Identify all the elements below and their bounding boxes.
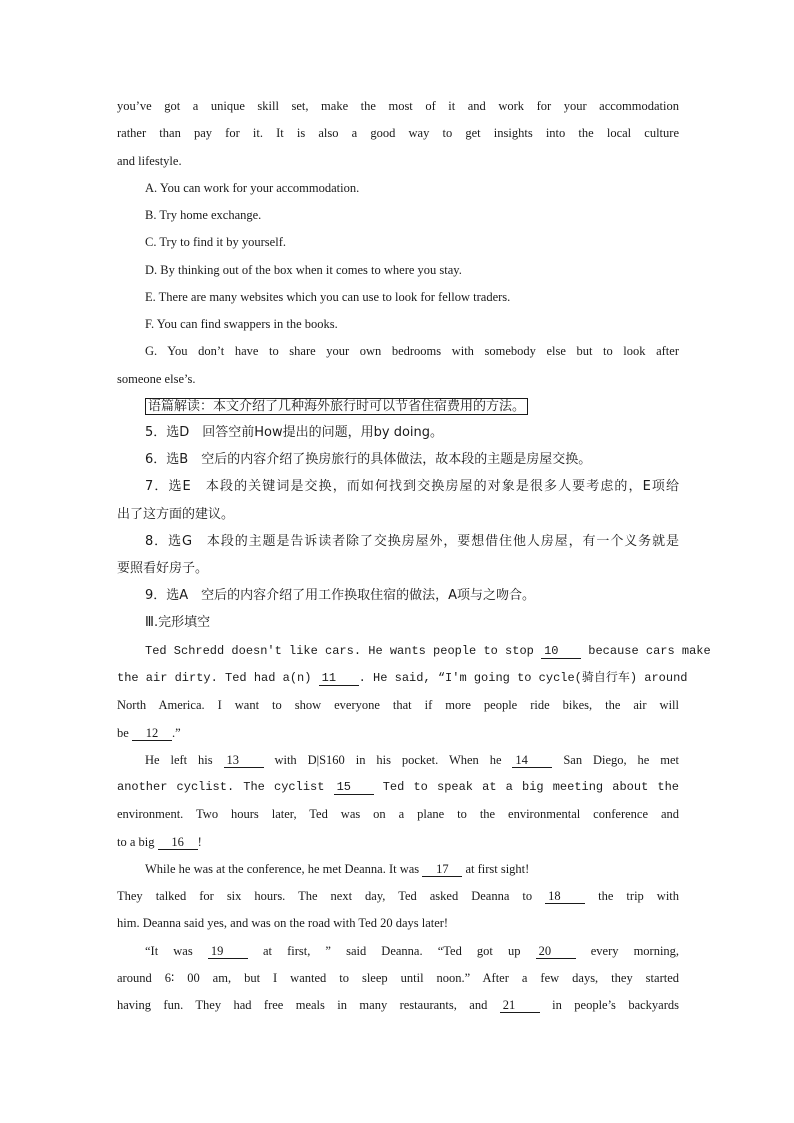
cloze-text: the trip with bbox=[598, 889, 680, 903]
cloze-line: him. Deanna said yes, and was on the road with Ted 20 days later! bbox=[117, 916, 449, 930]
cloze-text: another cyclist. The cyclist bbox=[117, 780, 325, 794]
cloze-text: ! bbox=[197, 835, 202, 849]
answer-7: 7．选E 本段的关键词是交换，而如何找到交换房屋的对象是很多人要考虑的，E项给 bbox=[145, 479, 679, 494]
cloze-text: He left his bbox=[145, 753, 213, 767]
cloze-text: “It was bbox=[145, 944, 193, 958]
option-a: A. You can work for your accommodation. bbox=[145, 181, 360, 195]
cloze-text: to a big bbox=[117, 835, 155, 849]
cloze-text: at first, ” said Deanna. “Ted got up bbox=[262, 944, 521, 958]
option-g: G. You don’t have to share your own bedrooms with somebody else but to look after bbox=[145, 344, 679, 358]
answer-7-continued: 出了这方面的建议。 bbox=[117, 507, 235, 522]
cloze-text: at first sight! bbox=[465, 862, 530, 876]
cloze-text: in people’s backyards bbox=[552, 998, 679, 1012]
answer-9: 9．选A 空后的内容介绍了用工作换取住宿的做法，A项与之吻合。 bbox=[145, 588, 536, 603]
cloze-text: having fun. They had free meals in many restaurants, and bbox=[117, 998, 488, 1012]
cloze-line bbox=[117, 725, 679, 741]
answer-8: 8．选G 本段的主题是告诉读者除了交换房屋外，要想借住他人房屋，有一个义务就是 bbox=[145, 534, 679, 549]
blank-12: 12 bbox=[132, 727, 172, 741]
cloze-line bbox=[117, 834, 679, 850]
answer-8-continued: 要照看好房子。 bbox=[117, 561, 209, 576]
blank-10: 10 bbox=[541, 645, 581, 659]
cloze-line bbox=[145, 943, 679, 959]
section-title: Ⅲ.完形填空 bbox=[145, 615, 211, 630]
cloze-text: San Diego, he met bbox=[563, 753, 680, 767]
cloze-text: They talked for six hours. The next day, Ted asked Deanna to bbox=[117, 889, 533, 903]
option-g-continued: someone else’s. bbox=[117, 372, 196, 386]
blank-13: 13 bbox=[224, 754, 264, 768]
cloze-line: North America. I want to show everyone that if more people ride bikes, the air will bbox=[117, 698, 679, 712]
analysis-box: 语篇解读：本文介绍了几种海外旅行时可以节省住宿费用的方法。 bbox=[145, 398, 528, 415]
option-f: F. You can find swappers in the books. bbox=[145, 317, 338, 331]
cloze-text: the air dirty. Ted had a(n) bbox=[117, 671, 312, 685]
cloze-text: every morning, bbox=[590, 944, 680, 958]
cloze-line: environment. Two hours later, Ted was on a plane to the environmental conference and bbox=[117, 807, 679, 821]
cloze-line bbox=[145, 643, 711, 659]
blank-16: 16 bbox=[158, 836, 198, 850]
blank-15: 15 bbox=[334, 781, 374, 795]
analysis-line bbox=[145, 398, 679, 415]
cloze-text: . He said, “I'm going to cycle(骑自行车) around bbox=[358, 671, 688, 685]
cloze-text: with D|S160 in his pocket. When he bbox=[274, 753, 502, 767]
blank-21: 21 bbox=[500, 999, 540, 1013]
blank-20: 20 bbox=[536, 945, 576, 959]
blank-19: 19 bbox=[208, 945, 248, 959]
cloze-line bbox=[117, 670, 688, 686]
option-c: C. Try to find it by yourself. bbox=[145, 235, 286, 249]
cloze-line bbox=[117, 779, 679, 795]
cloze-line bbox=[145, 752, 679, 768]
cloze-text: because cars make bbox=[588, 644, 711, 658]
cloze-line bbox=[117, 888, 679, 904]
blank-17: 17 bbox=[422, 863, 462, 877]
cloze-text: be bbox=[117, 726, 129, 740]
cloze-line bbox=[117, 997, 679, 1013]
passage-line: and lifestyle. bbox=[117, 154, 182, 168]
cloze-text: Ted to speak at a big meeting about the bbox=[382, 780, 680, 794]
cloze-line bbox=[145, 861, 679, 877]
cloze-line: around 6∶ 00 am, but I wanted to sleep until noon.” After a few days, they started bbox=[117, 971, 679, 985]
answer-6: 6．选B 空后的内容介绍了换房旅行的具体做法，故本段的主题是房屋交换。 bbox=[145, 452, 592, 467]
cloze-text: While he was at the conference, he met Deanna. It was bbox=[145, 862, 420, 876]
option-b: B. Try home exchange. bbox=[145, 208, 262, 222]
passage-line: rather than pay for it. It is also a good way to get insights into the local culture bbox=[117, 126, 679, 140]
option-d: D. By thinking out of the box when it comes to where you stay. bbox=[145, 263, 462, 277]
passage-line: you’ve got a unique skill set, make the most of it and work for your accommodation bbox=[117, 99, 679, 113]
blank-11: 11 bbox=[319, 672, 359, 686]
option-e: E. There are many websites which you can use to look for fellow traders. bbox=[145, 290, 511, 304]
blank-18: 18 bbox=[545, 890, 585, 904]
cloze-text: Ted Schredd doesn't like cars. He wants people to stop bbox=[145, 644, 534, 658]
cloze-text: .” bbox=[171, 726, 181, 740]
blank-14: 14 bbox=[512, 754, 552, 768]
answer-5: 5．选D 回答空前How提出的问题，用by doing。 bbox=[145, 425, 444, 440]
